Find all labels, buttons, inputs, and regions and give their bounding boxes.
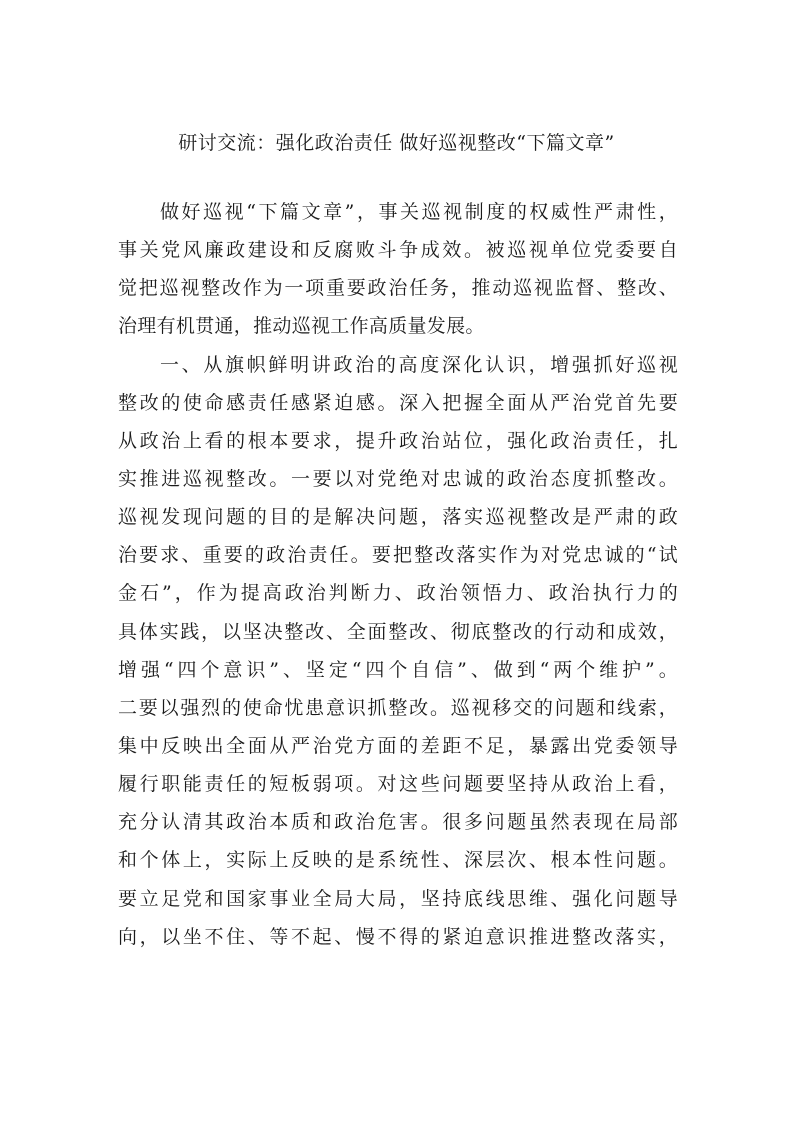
text-line: 履行职能责任的短板弱项。对这些问题要坚持从政治上看， [118, 773, 678, 796]
text-line: 要立足党和国家事业全局大局，坚持底线思维、强化问题导 [118, 887, 678, 910]
text-line: 向，以坐不住、等不起、慢不得的紧迫意识推进整改落实， [118, 925, 678, 948]
text-line: 从政治上看的根本要求，提升政治站位，强化政治责任，扎 [118, 429, 678, 452]
text-line: 集中反映出全面从严治党方面的差距不足，暴露出党委领导 [118, 734, 678, 757]
text-line: 做好巡视“下篇文章”，事关巡视制度的权威性严肃性， [160, 201, 678, 223]
document-body [118, 193, 678, 956]
document-title: 研讨交流：强化政治责任 做好巡视整改“下篇文章” [178, 132, 615, 154]
text-line: 觉把巡视整改作为一项重要政治任务，推动巡视监督、整改、 [118, 277, 678, 300]
text-line: 增强“四个意识”、坚定“四个自信”、做到“两个维护”。 [118, 658, 678, 681]
text-line: 一、从旗帜鲜明讲政治的高度深化认识，增强抓好巡视 [160, 353, 678, 376]
text-line: 治要求、重要的政治责任。要把整改落实作为对党忠诚的“试 [118, 544, 678, 567]
text-line: 巡视发现问题的目的是解决问题，落实巡视整改是严肃的政 [118, 506, 678, 529]
text-line: 整改的使命感责任感紧迫感。深入把握全面从严治党首先要 [118, 391, 678, 414]
text-line: 金石”，作为提高政治判断力、政治领悟力、政治执行力的 [118, 582, 678, 605]
text-line: 二要以强烈的使命忧患意识抓整改。巡视移交的问题和线索， [118, 696, 678, 719]
text-line: 充分认清其政治本质和政治危害。很多问题虽然表现在局部 [118, 811, 678, 834]
text-line: 事关党风廉政建设和反腐败斗争成效。被巡视单位党委要自 [118, 239, 678, 262]
text-line: 具体实践，以坚决整改、全面整改、彻底整改的行动和成效， [118, 620, 678, 643]
text-line: 治理有机贯通，推动巡视工作高质量发展。 [118, 315, 485, 338]
text-line: 和个体上，实际上反映的是系统性、深层次、根本性问题。 [118, 849, 678, 872]
text-line: 实推进巡视整改。一要以对党绝对忠诚的政治态度抓整改。 [118, 467, 678, 490]
